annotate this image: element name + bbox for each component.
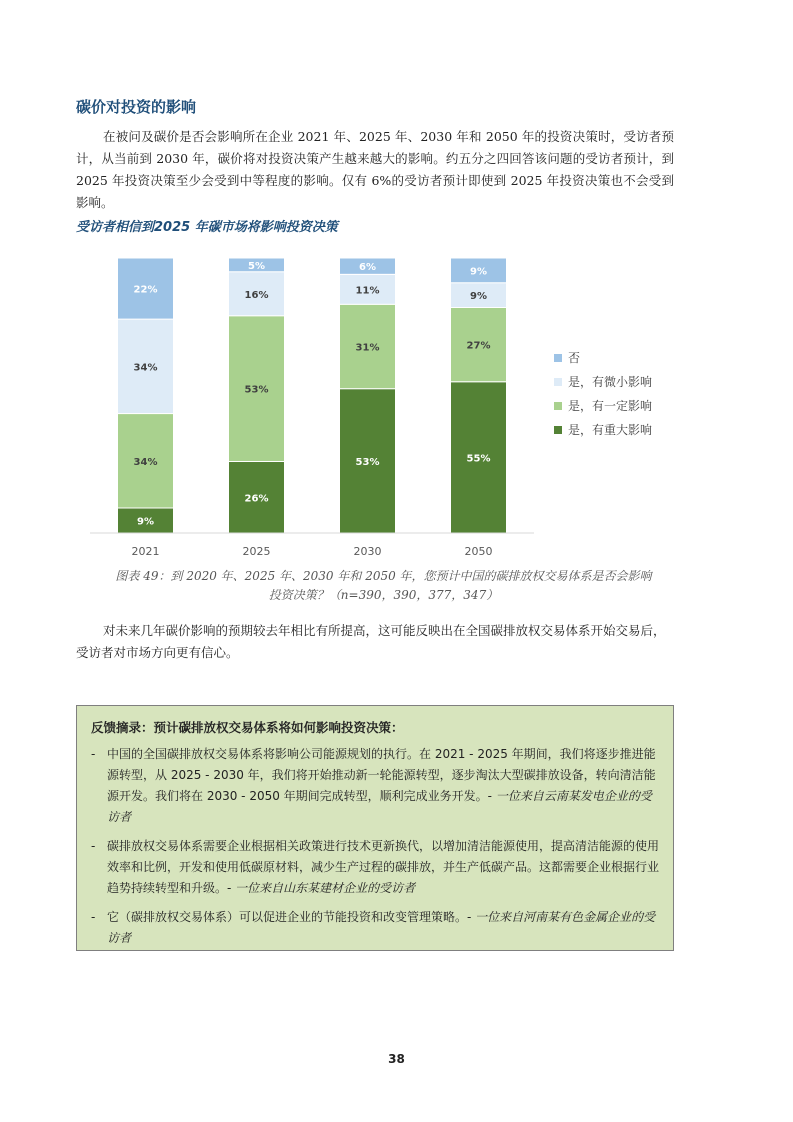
page-number: 38 xyxy=(388,1052,405,1066)
stacked-bar-chart xyxy=(76,244,696,564)
legend-swatch xyxy=(554,402,562,410)
list-dash: - xyxy=(91,747,96,761)
legend-label: 是，有微小影响 xyxy=(568,375,653,389)
feedback-source: 一位来自河南某有色金属企业的受访者 xyxy=(107,910,656,945)
data-label: 34% xyxy=(133,362,158,374)
data-label: 6% xyxy=(359,262,376,274)
list-dash: - xyxy=(91,839,96,853)
data-label: 27% xyxy=(466,340,491,352)
x-tick-label: 2050 xyxy=(464,545,493,558)
feedback-item xyxy=(91,907,661,949)
section-title: 碳价对投资的影响 xyxy=(76,98,197,116)
intro-paragraph: 在被问及碳价是否会影响所在企业 2021 年、2025 年、2030 年和 2050 年的投资决策时，受访者预计，从当前到 2030 年，碳价将对投资决策产生越来越大的影响。约五分之四回答该问题的受访者预计，到 2025 年投资决策至少会受到中等程度的影响。仅有 6%的受访者预计即使到 2025 年投资决策也不会受到影响。 xyxy=(76,129,674,210)
data-label: 5% xyxy=(248,260,265,272)
data-label: 31% xyxy=(355,342,380,354)
legend-label: 是，有一定影响 xyxy=(568,399,653,413)
feedback-item xyxy=(91,744,661,828)
data-label: 9% xyxy=(137,516,154,528)
data-label: 53% xyxy=(355,456,380,468)
data-label: 26% xyxy=(244,493,269,505)
x-tick-label: 2025 xyxy=(242,545,271,558)
data-label: 11% xyxy=(355,285,380,297)
list-dash: - xyxy=(91,910,96,924)
feedback-text: 碳排放权交易体系需要企业根据相关政策进行技术更新换代，以增加清洁能源使用，提高清洁能源的使用效率和比例，开发和使用低碳原材料，减少生产过程的碳排放，并生产低碳产品。这都需要企业根据行业趋势持续转型和升级。- xyxy=(107,839,660,895)
legend-label: 是，有重大影响 xyxy=(568,423,653,437)
legend-swatch xyxy=(554,378,562,386)
feedback-source: 一位来自山东某建材企业的受访者 xyxy=(235,881,416,895)
feedback-box xyxy=(76,705,674,951)
data-label: 55% xyxy=(466,453,491,465)
data-label: 34% xyxy=(133,456,158,468)
feedback-title: 反馈摘录：预计碳排放权交易体系将如何影响投资决策： xyxy=(91,720,404,735)
legend-swatch xyxy=(554,426,562,434)
caption-line-2: 投资决策？（n=390，390，377，347） xyxy=(268,588,499,602)
feedback-source: 一位来自云南某发电企业的受访者 xyxy=(107,789,652,824)
figure-caption xyxy=(76,567,691,605)
body-paragraph: 对未来几年碳价影响的预期较去年相比有所提高，这可能反映出在全国碳排放权交易体系开始交易后，受访者对市场方向更有信心。 xyxy=(76,623,666,660)
data-label: 16% xyxy=(244,289,269,301)
feedback-list xyxy=(91,744,661,949)
data-label: 9% xyxy=(470,291,487,303)
x-tick-label: 2021 xyxy=(131,545,160,558)
data-label: 53% xyxy=(244,384,269,396)
data-label: 9% xyxy=(470,266,487,278)
feedback-text: 中国的全国碳排放权交易体系将影响公司能源规划的执行。在 2021 - 2025 年期间，我们将逐步推进能源转型，从 2025 - 2030 年，我们将开始推动新一轮能源转型，逐步淘汰大型碳排放设备，转向清洁能源开发。我们将在 2030 - 2050 年期间完成转型，顺利完成业务开发。- xyxy=(107,747,656,803)
data-label: 22% xyxy=(133,284,158,296)
feedback-text: 它（碳排放权交易体系）可以促进企业的节能投资和改变管理策略。- xyxy=(107,910,476,924)
caption-line-1: 图表 49：到 2020 年、2025 年、2030 年和 2050 年，您预计中国的碳排放权交易体系是否会影响 xyxy=(115,569,652,583)
x-tick-label: 2030 xyxy=(353,545,382,558)
legend-swatch xyxy=(554,354,562,362)
chart-title: 受访者相信到2025 年碳市场将影响投资决策 xyxy=(76,220,338,235)
feedback-item xyxy=(91,836,661,899)
legend-label: 否 xyxy=(568,351,581,365)
